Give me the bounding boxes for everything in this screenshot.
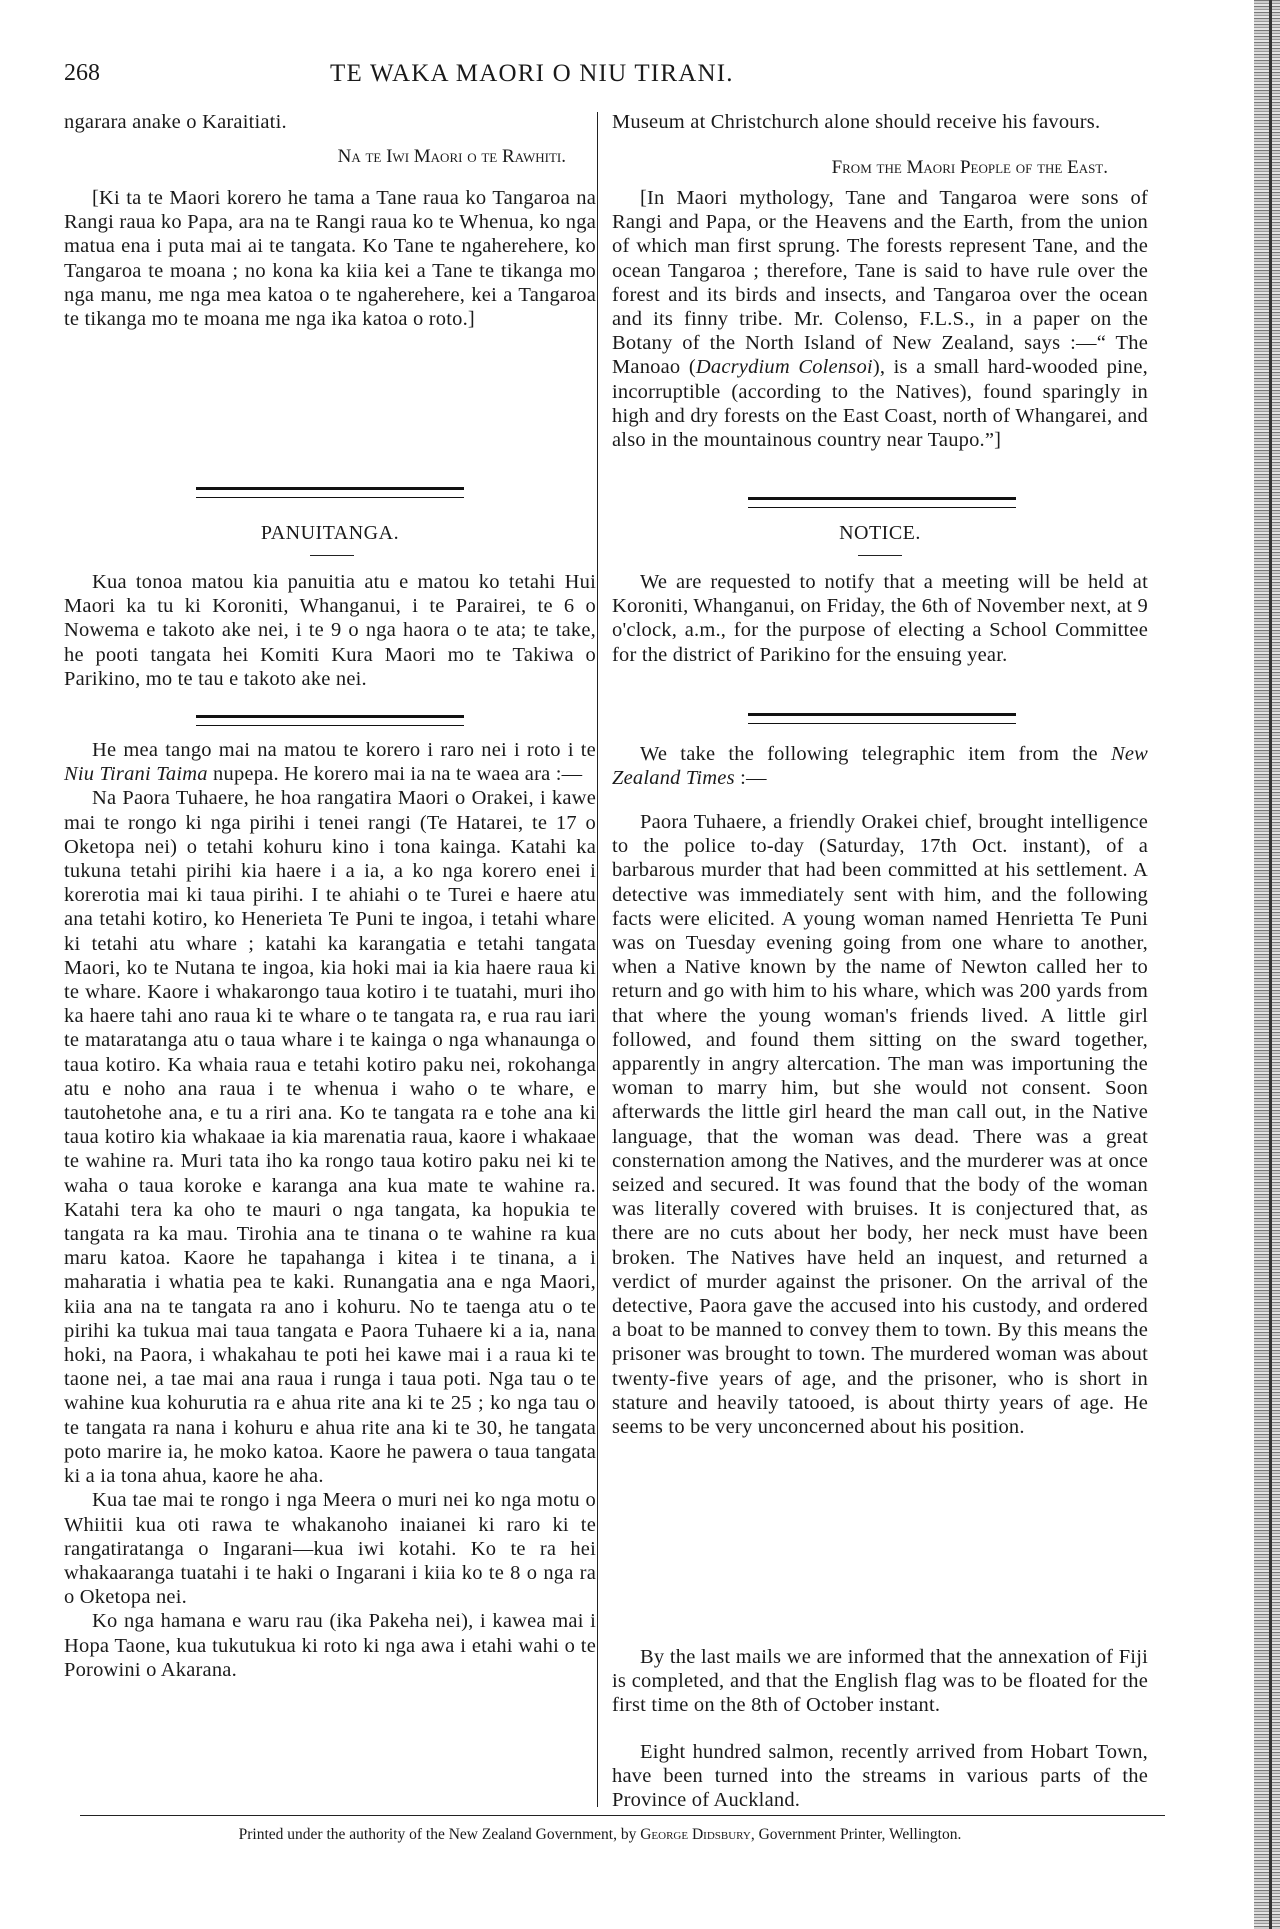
heading-rule <box>858 555 902 556</box>
right-signature: From the Maori People of the East. <box>831 157 1108 178</box>
page-edge-texture <box>1254 0 1280 1929</box>
section-rule <box>748 713 1016 724</box>
section-rule <box>748 497 1016 508</box>
section-rule <box>196 715 464 726</box>
page-number: 268 <box>64 60 100 86</box>
column-divider <box>597 112 598 1807</box>
right-salmon-paragraph: Eight hundred salmon, recently arrived from Hobart Town, have been turned into the streams in various parts of the Province of Auckland. <box>612 1741 1148 1812</box>
page-edge-line <box>1269 0 1272 1929</box>
left-notice-heading: PANUITANGA. <box>260 522 400 544</box>
right-myth-paragraph: [In Maori mythology, Tane and Tangaroa were sons of Rangi and Papa, or the Heavens and the Earth, from the union of which man first sprung. The forests represent Tane, and the ocean Tangaroa ; therefore, Tane is said to have rule over the forest and its birds and insects, and Tangaroa over the ocean and its finny tribe. Mr. Colenso, F.L.S., in a paper on the Botany of the North Island of New Zealand, says :—“ The Manoao (Dacrydium Colensoi), is a small hard-wooded pine, incorruptible (according to the Natives), found sparingly in high and dry forests on the East Coast, north of Whangarei, and also in the mountainous country near Taupo.”] <box>612 187 1148 452</box>
right-fiji-paragraph: By the last mails we are informed that the annexation of Fiji is completed, and that the English flag was to be floated for the first time on the 8th of October instant. <box>612 1646 1148 1717</box>
left-myth-paragraph: [Ki ta te Maori korero he tama a Tane raua ko Tangaroa na Rangi raua ko Papa, ara na te Rangi raua ko te Whenua, ko nga matua ena i puta mai ai te tangata. Ko Tane te ngaherehere, ko Tangaroa te moana ; no kona ka kiia kei a Tane te tikanga mo nga manu, me nga mea katoa o te ngaherehere, kei a Tangaroa te tikanga mo te moana me nga ika katoa o roto.] <box>64 187 596 331</box>
left-signature: Na te Iwi Maori o te Rawhiti. <box>337 146 566 167</box>
page-title: TE WAKA MAORI O NIU TIRANI. <box>330 60 734 87</box>
footer-imprint: Printed under the authority of the New Zealand Government, by George Didsbury, Government Printer, Wellington. <box>238 1826 962 1843</box>
right-murder-paragraph: Paora Tuhaere, a friendly Orakei chief, brought intelligence to the police to-day (Saturday, 17th Oct. instant), of a barbarous murder that had been committed at his settlement. A detective was immediately sent with him, and the following facts were elicited. A young woman named Henrietta Te Puni was on Tuesday evening going from one whare to another, when a Native known by the name of Newton called her to return and go with him to his whare, which was 200 yards from that where the young woman's friends lived. A little girl followed, and found them sitting on the sward together, apparently in angry altercation. The man was importuning the woman to marry him, but she would not consent. Soon afterwards the little girl heard the man call out, in the Native language, that the woman was dead. There was a great consternation among the Natives, and the murderer was at once seized and secured. It was found that the body of the woman was literally covered with bruises. It is conjectured that, as there are no cuts about her body, her neck must have been broken. The Natives have held an inquest, and returned a verdict of murder against the prisoner. On the arrival of the detective, Paora gave the accused into his custody, and ordered a boat to be manned to convey them to town. By this means the prisoner was brought to town. The murdered woman was about twenty-five years of age, and the prisoner, who is short in stature and heavily tatooed, is about thirty years of age. He seems to be very unconcerned about his position. <box>612 811 1148 1439</box>
left-continuation: ngarara anake o Karaitiati. <box>64 111 287 133</box>
left-notice-paragraph: Kua tonoa matou kia panuitia atu e matou ko tetahi Hui Maori ka tu ki Koroniti, Whanganui, i te Parairei, te 6 o Nowema e takoto ake nei, i te 9 o nga haora o te ata; te take, he pooti tangata hei Komiti Kura Maori mo te Takiwa o Parikino, mo te tau e takoto ake nei. <box>64 571 596 690</box>
right-news-intro: We take the following telegraphic item from the New Zealand Times :— <box>612 743 1148 790</box>
footer-rule <box>80 1815 1165 1816</box>
left-news-article: He mea tango mai na matou te korero i raro nei i roto i te Niu Tirani Taima nupepa. He korero mai ia na te waea ara :— Na Paora Tuhaere, he hoa rangatira Maori o Orakei, i kawe mai te rongo ki nga pirihi i tenei rangi (Te Hatarei, te 17 o Oketopa nei) o tetahi kohuru kino i tona kainga. Katahi ka tukuna tetahi pirihi kia haere i a ia, a ko nga korero enei i korerotia mai ki taua pirihi. I te ahiahi o te Turei e haere atu ana tetahi kotiro, ko Henerieta Te Puni te ingoa, i tetahi whare ki tetahi atu whare ; katahi ka karangatia e tetahi tangata Maori, ko te Nutana te ingoa, kia hoki mai ia kia haere raua ki te whare. Kaore i whakarongo taua kotiro i te tuatahi, muri iho ka haere tahi ano raua ki te whare o te tangata ra, e rua rau iari te mataratanga atu o taua whare i te kainga o nga whanaunga o taua kotiro. Ka whaia raua e tetahi kotiro paku nei, rokohanga atu e noho ana raua i te whenua i waho o te whare, e tautohetohe ana, e tu a riri ana. Ko te tangata ra e tohe ana ki taua kotiro kia whakaae ia kia marenatia raua, kaore i whakaae te wahine ra. Muri tata iho ka rongo taua kotiro paku nei ki te waha o taua koroke e karanga ana kua mate te wahine ra. Katahi tera ka oho te mauri o nga tangata, ka hopukia te tangata ra ka mau. Tirohia ana te tinana o te wahine ra kua maru katoa. Kaore he tapahanga i kitea i te tinana, a i maharatia i whatia pea te kaki. Runangatia ana e nga Maori, kiia ana na te tangata ra ano i kohuru. No te taenga atu o te pirihi ka tukua mai taua tangata e Paora Tuhaere ki a ia, nana hoki, na Paora, i whakahau te poti hei kawe mai i a raua ki te taone nei, a tae mai ana raua i runga i taua poti. Nga tau o te wahine kua kohurutia ra e ahua rite ana ki te 25 ; ko nga tau o te tangata ra nana i kohuru e ahua rite ana ki te 30, he tangata poto marire ia, he moko katoa. Kaore he pawera o taua tangata ki a ia tona ahua, kaore he aha. Kua tae mai te rongo i nga Meera o muri nei ko nga motu o Whiitii kua oti rawa te whakanoho inaianei ki raro ki te rangatiratanga o Ingarani—kua iwi kotahi. Ko te ra hei whakaaranga tuatahi i te haki o Ingarani i kiia ko te 8 o nga ra o Oketopa nei. Ko nga hamana e waru rau (ika Pakeha nei), i kawea mai i Hopa Taone, kua tukutukua ki roto ki nga awa i etahi wahi o te Porowini o Akarana. <box>64 739 596 1681</box>
right-notice-heading: NOTICE. <box>839 522 921 544</box>
right-continuation: Museum at Christchurch alone should receive his favours. <box>612 111 1101 133</box>
section-rule <box>196 487 464 498</box>
heading-rule <box>310 555 354 556</box>
right-notice-paragraph: We are requested to notify that a meeting will be held at Koroniti, Whanganui, on Friday, the 6th of November next, at 9 o'clock, a.m., for the purpose of electing a School Committee for the district of Parikino for the ensuing year. <box>612 571 1148 666</box>
